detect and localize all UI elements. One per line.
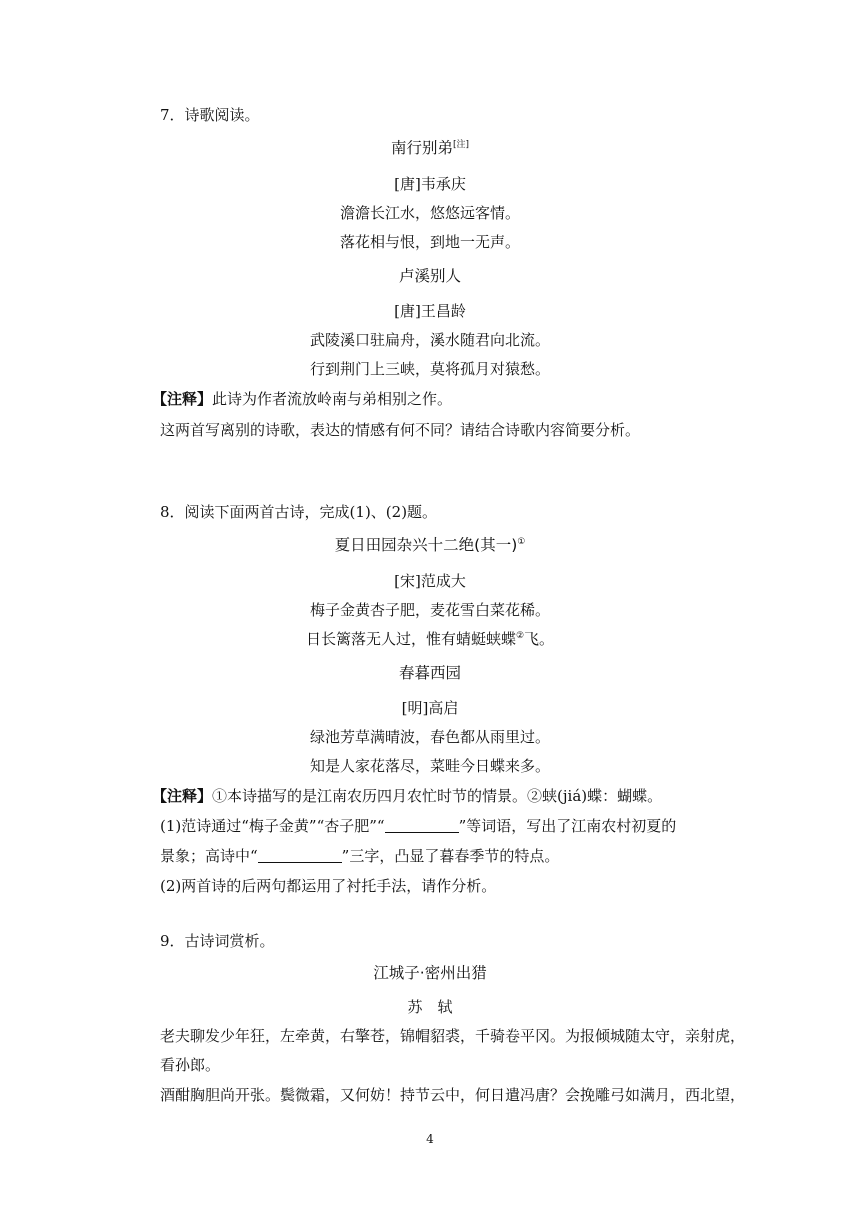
q8-sub1: (1)范诗通过“梅子金黄”“杏子肥”“ ”等词语，写出了江南农村初夏的 — [160, 817, 677, 835]
q8-poem1-line: 梅子金黄杏子肥，麦花雪白菜花稀。 — [309, 601, 550, 619]
q8-poem2-author: [明]高启 — [401, 699, 459, 717]
note-marker: [注] — [452, 139, 470, 150]
page-number: 4 — [426, 1132, 434, 1146]
q7-note: 【注释】此诗为作者流放岭南与弟相别之作。 — [152, 390, 453, 408]
q7-poem1-line: 落花相与恨，到地一无声。 — [339, 233, 520, 251]
q9-poem-title: 江城子·密州出猎 — [373, 964, 487, 982]
q9-poem-author: 苏 轼 — [407, 998, 453, 1016]
q8-poem1-line: 日长篱落无人过，惟有蜻蜓蛱蝶②飞。 — [305, 630, 555, 648]
q9-poem-text: 老夫聊发少年狂，左牵黄，右擎苍，锦帽貂裘，千骑卷平冈。为报倾城随太守，亲射虎， — [160, 1027, 746, 1045]
q8-poem2-line: 知是人家花落尽，菜畦今日蝶来多。 — [309, 757, 550, 775]
note-label: 【注释】 — [152, 787, 213, 805]
q8-poem2-title: 春暮西园 — [398, 664, 461, 682]
answer-blank[interactable] — [258, 847, 342, 863]
q7-question: 这两首写离别的诗歌，表达的情感有何不同？请结合诗歌内容简要分析。 — [160, 421, 641, 439]
q7-poem1-title: 南行别弟[注] — [390, 139, 470, 157]
answer-blank[interactable] — [385, 817, 459, 833]
q8-heading: 8．阅读下面两首古诗，完成(1)、(2)题。 — [160, 503, 438, 521]
note-label: 【注释】 — [152, 390, 213, 408]
note-marker: ② — [515, 631, 525, 641]
q9-heading: 9．古诗词赏析。 — [160, 932, 275, 950]
q7-poem1-line: 澹澹长江水，悠悠远客情。 — [339, 204, 520, 222]
q8-poem2-line: 绿池芳草满晴波，春色都从雨里过。 — [309, 728, 550, 746]
q9-poem-text: 看孙郎。 — [160, 1056, 221, 1074]
q7-heading: 7．诗歌阅读。 — [160, 106, 260, 124]
q7-poem2-line: 行到荆门上三峡，莫将孤月对猿愁。 — [309, 360, 550, 378]
q7-poem2-line: 武陵溪口驻扁舟，溪水随君向北流。 — [309, 331, 550, 349]
q8-note: 【注释】①本诗描写的是江南农历四月农忙时节的情景。②蛱(jiá)蝶：蝴蝶。 — [152, 787, 663, 805]
q7-poem2-author: [唐]王昌龄 — [394, 302, 466, 320]
q9-poem-text: 酒酣胸胆尚开张。鬓微霜，又何妨！持节云中，何日遣冯唐？会挽雕弓如满月，西北望， — [160, 1086, 746, 1104]
note-marker: ① — [517, 536, 526, 547]
q8-sub1-cont: 景象；高诗中“ ”三字，凸显了暮春季节的特点。 — [160, 847, 560, 865]
q8-poem1-author: [宋]范成大 — [394, 572, 466, 590]
q8-sub2: (2)两首诗的后两句都运用了衬托手法，请作分析。 — [160, 877, 497, 895]
q7-poem2-title: 卢溪别人 — [398, 267, 461, 285]
q8-poem1-title: 夏日田园杂兴十二绝(其一)① — [334, 536, 526, 554]
q7-poem1-author: [唐]韦承庆 — [394, 175, 466, 193]
